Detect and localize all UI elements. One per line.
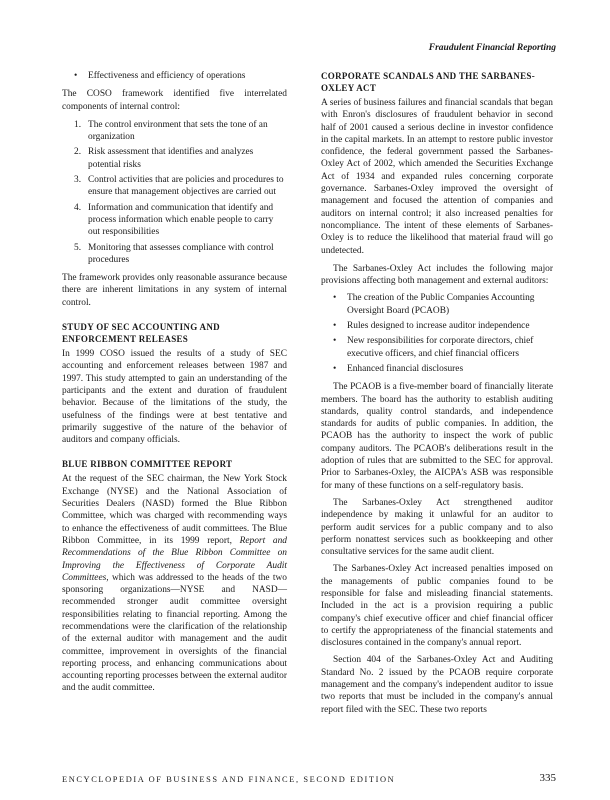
objectives-list <box>62 70 287 82</box>
coso-item: 3. Control activities that are policies and procedures to ensure that management objectives are carried out <box>74 175 284 198</box>
right-column <box>321 70 553 721</box>
coso-item: 4. Information and communication that identify and process information which enable people to carry out responsibilities <box>74 202 274 238</box>
scandals-heading: CORPORATE SCANDALS AND THE SARBANES-OXLEY ACT <box>321 71 536 93</box>
coso-item: 2. Risk assessment that identifies and analyzes potential risks <box>74 147 254 170</box>
section404-paragraph: Section 404 of the Sarbanes-Oxley Act and Auditing Standard No. 2 issued by the PCAOB require corporate management and the company's independent auditor to issue two reports that must be included in the company's annual report filed with the SEC. These two reports <box>321 655 553 715</box>
framework-paragraph: The framework provides only reasonable assurance because there are inherent limitations in any system of internal control. <box>62 273 287 308</box>
page-footer <box>62 772 556 784</box>
independence-paragraph: The Sarbanes-Oxley Act strengthened auditor independence by making it unlawful for an auditor to perform audit services for a public company and to also perform nonattest services such as bookkeeping and other consultative services for the same audit client. <box>321 497 553 558</box>
coso-intro: The COSO framework identified five interrelated components of internal control: <box>62 89 287 112</box>
coso-item: 1. The control environment that sets the tone of an organization <box>74 119 268 143</box>
coso-components-list <box>62 119 287 266</box>
scandals-paragraph: A series of business failures and financial scandals that began with Enron's disclosures of fraudulent behavior in second half of 2001 caused a serious decline in investor confidence in the capital markets. In an attempt to restore public investor confidence, the federal government passed the Sarbanes-Oxley Act of 2002, which amended the Securities Exchange Act of 1934 and expanded rules concerning corporate governance. Sarbanes-Oxley improved the oversight of management and focused the attention of companies and auditors on internal control; it also increased penalties for noncompliance. The intent of these elements of Sarbanes-Oxley is to reduce the likelihood that material fraud will go undetected. <box>321 98 553 256</box>
blue-ribbon-heading: BLUE RIBBON COMMITTEE REPORT <box>62 459 233 470</box>
sec-study-paragraph: In 1999 COSO issued the results of a study of SEC accounting and enforcement releases between 1987 and 1997. This study attempted to gain an understanding of the participants and the extent and duration of fraudulent behavior. Because of the limitations of the study, the usefulness of the findings were at best tentative and primarily suggestive of the nature of the behavior of auditors and company officials. <box>62 349 287 446</box>
footer-title: ENCYCLOPEDIA OF BUSINESS AND FINANCE, SECOND EDITION <box>62 775 396 784</box>
provisions-paragraph: The Sarbanes-Oxley Act includes the following major provisions affecting both management and external auditors: <box>321 263 553 287</box>
provision-item: • The creation of the Public Companies Accounting Oversight Board (PCAOB) <box>321 292 553 317</box>
provision-item: • Enhanced financial disclosures <box>321 363 553 375</box>
provision-item: • New responsibilities for corporate directors, chief executive officers, and chief financial officers <box>321 335 553 360</box>
provisions-list <box>321 292 553 375</box>
bullet-effectiveness: • Effectiveness and efficiency of operations <box>62 70 287 82</box>
pcaob-paragraph: The PCAOB is a five-member board of financially literate members. The board has the authority to establish auditing standards, quality control standards, and independence standards for audits of public companies. In addition, the PCAOB has the authority to inspect the work of public company auditors. The PCAOB's deliberations result in the adoption of rules that are submitted to the SEC for approval. Prior to Sarbanes-Oxley, the AICPA's ASB was responsible for many of these functions on a self-regulatory basis. <box>321 382 553 491</box>
penalties-paragraph: The Sarbanes-Oxley Act increased penalties imposed on the managements of public companies found to be responsible for false and misleading financial statements. Included in the act is a provision requiring a public company's chief executive officer and chief financial officer to certify the appropriateness of the financial statements and disclosures contained in the company's annual report. <box>321 564 553 649</box>
coso-item: 5. Monitoring that assesses compliance with control procedures <box>74 242 274 265</box>
left-column <box>62 70 287 701</box>
sec-study-heading: STUDY OF SEC ACCOUNTING AND ENFORCEMENT RELEASES <box>62 322 220 345</box>
provision-item: • Rules designed to increase auditor independence <box>321 320 553 332</box>
running-head: Fraudulent Financial Reporting <box>428 43 556 53</box>
page-number: 335 <box>539 772 556 784</box>
blue-ribbon-paragraph: At the request of the SEC chairman, the New York Stock Exchange (NYSE) and the National Association of Securities Dealers (NASD) formed the Blue Ribbon Committee, which was charged with recommending ways to enhance the effectiveness of audit committees. The Blue Ribbon Committee, in its 1999 report, Report and Recommendations of the Blue Ribbon Committee on Improving the Effectiveness of Corporate Audit Committees, which was addressed to the heads of the two sponsoring organizations—NYSE and NASD—recommended stronger audit committee oversight responsibilities relating to financial reporting. Among the recommendations were the clarification of the relationship of the external auditor with management and the audit committee, improvement in oversights of the financial reporting process, and enhancing communications about accounting reporting processes between the external auditor and the audit committee. <box>62 474 287 694</box>
report-title: Report and Recommendations of the Blue Ribbon Committee on Improving the Effectiveness of Corporate Audit Committees, <box>62 535 287 583</box>
